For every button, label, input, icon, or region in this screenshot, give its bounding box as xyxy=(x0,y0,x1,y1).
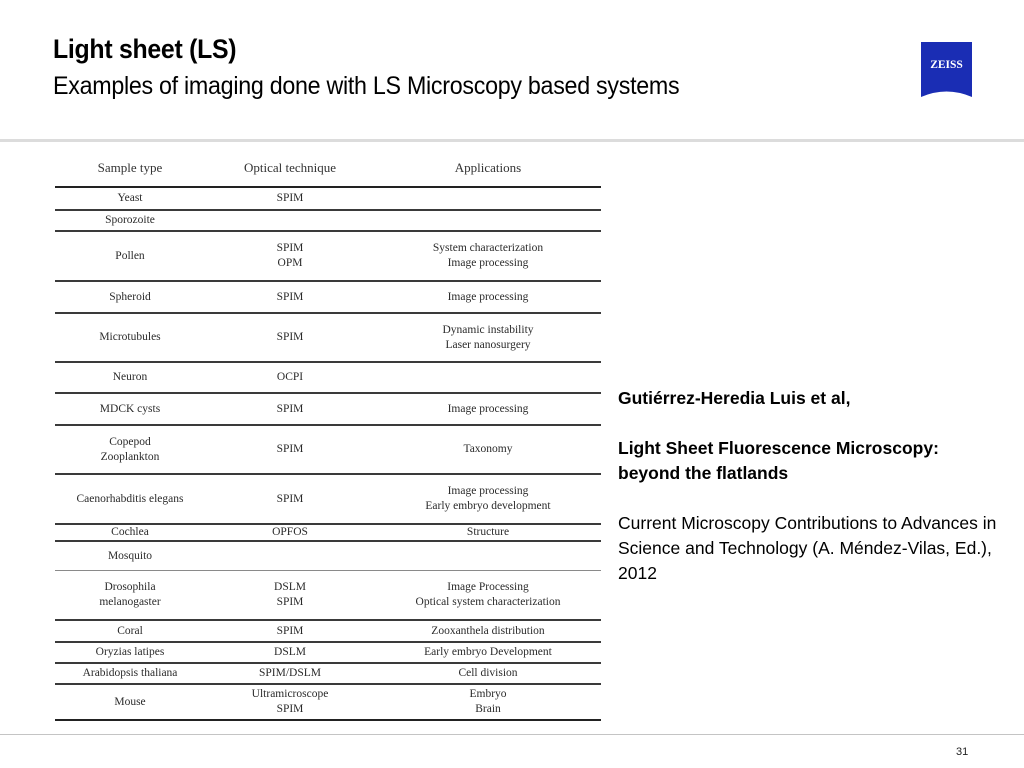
cell-sample-type xyxy=(55,666,205,681)
cell-optical-technique xyxy=(205,370,375,385)
cell-sample-type xyxy=(55,330,205,345)
cell-applications xyxy=(375,645,601,660)
cell-text: Zooxanthela distribution xyxy=(431,624,545,637)
slide-title: Light sheet (LS) xyxy=(53,34,237,64)
page-number: 31 xyxy=(956,746,969,758)
cell-optical-technique xyxy=(205,645,375,660)
cell-text: Sporozoite xyxy=(105,214,155,226)
cell-optical-technique xyxy=(205,241,375,271)
cell-text: Taxonomy xyxy=(463,443,513,455)
citation-author: Gutiérrez-Heredia Luis et al, xyxy=(618,388,851,408)
table-row xyxy=(55,211,601,232)
cell-text: Embryo xyxy=(469,688,507,700)
cell-text: SPIM xyxy=(276,492,304,505)
table-row xyxy=(55,685,601,721)
zeiss-logo-text: ZEISS xyxy=(930,59,963,71)
cell-text: Early embryo development xyxy=(425,500,551,512)
table-row xyxy=(55,363,601,394)
cell-sample-type xyxy=(55,402,205,417)
cell-sample-type xyxy=(55,249,205,264)
cell-text: Oryzias latipes xyxy=(95,646,165,658)
cell-text: Microtubules xyxy=(99,331,161,343)
cell-sample-type xyxy=(55,290,205,305)
cell-applications xyxy=(375,525,601,540)
zeiss-logo-icon xyxy=(921,42,972,97)
table-row xyxy=(55,314,601,363)
cell-sample-type xyxy=(55,624,205,639)
table-row xyxy=(55,664,601,685)
cell-text: Brain xyxy=(475,703,501,715)
cell-text: Zooplankton xyxy=(100,450,160,463)
cell-applications xyxy=(375,624,601,639)
cell-optical-technique xyxy=(205,624,375,639)
cell-text: Spheroid xyxy=(109,290,151,303)
cell-text: Caenorhabditis elegans xyxy=(76,492,184,505)
header-divider xyxy=(0,139,1024,142)
sample-table xyxy=(55,150,601,721)
table-row xyxy=(55,394,601,426)
citation-source: Current Microscopy Contributions to Advances in Science and Technology (A. Méndez-Vilas, Ed.), 2012 xyxy=(618,513,997,583)
cell-applications xyxy=(375,290,601,305)
table-row xyxy=(55,426,601,475)
cell-sample-type xyxy=(55,645,205,660)
cell-text: Cell division xyxy=(458,667,518,679)
cell-text: OPM xyxy=(277,257,303,269)
slide-subtitle: Examples of imaging done with LS Microscopy based systems xyxy=(53,72,680,100)
table-row xyxy=(55,188,601,211)
cell-text: Image processing xyxy=(447,290,529,303)
cell-text: Image processing xyxy=(447,402,529,415)
zeiss-logo xyxy=(921,42,972,97)
cell-text: SPIM xyxy=(276,703,304,715)
cell-sample-type xyxy=(55,580,205,610)
cell-text: SPIM xyxy=(276,443,304,455)
cell-optical-technique xyxy=(205,442,375,457)
header-optical-technique: Optical technique xyxy=(243,160,337,175)
cell-text: Copepod xyxy=(109,435,151,448)
footer-divider xyxy=(0,734,1024,735)
cell-text: Ultramicroscope xyxy=(251,688,329,700)
cell-text: MDCK cysts xyxy=(99,402,161,415)
cell-text: Laser nanosurgery xyxy=(445,338,531,351)
cell-optical-technique xyxy=(205,580,375,610)
cell-applications xyxy=(375,402,601,417)
cell-text: Structure xyxy=(466,526,510,538)
cell-text: Drosophila xyxy=(104,581,156,593)
cell-text: DSLM xyxy=(274,581,306,593)
cell-text: Coral xyxy=(117,624,143,637)
table-row xyxy=(55,525,601,542)
cell-applications xyxy=(375,580,601,610)
cell-applications xyxy=(375,687,601,717)
cell-text: DSLM xyxy=(274,646,306,658)
cell-text: Image processing xyxy=(447,485,529,497)
table-row xyxy=(55,475,601,525)
cell-sample-type xyxy=(55,370,205,385)
cell-text: melanogaster xyxy=(99,596,161,608)
cell-text: Early embryo Development xyxy=(424,646,552,658)
cell-text: Dynamic instability xyxy=(442,323,534,336)
table-row xyxy=(55,232,601,282)
cell-text: Yeast xyxy=(117,192,143,204)
cell-optical-technique xyxy=(205,666,375,681)
cell-text: OCPI xyxy=(276,371,304,383)
cell-applications xyxy=(375,323,601,353)
cell-applications xyxy=(375,442,601,457)
cell-text: Arabidopsis thaliana xyxy=(82,667,178,679)
cell-text: OPFOS xyxy=(272,526,308,538)
cell-text: SPIM xyxy=(276,596,304,608)
citation-block xyxy=(618,386,998,586)
table-row xyxy=(55,621,601,643)
cell-text: SPIM xyxy=(276,242,304,254)
cell-applications xyxy=(375,241,601,271)
cell-sample-type xyxy=(55,695,205,710)
header-applications: Applications xyxy=(454,160,522,175)
cell-text: Image processing xyxy=(447,257,529,269)
cell-text: SPIM xyxy=(276,402,304,415)
cell-text: Optical system characterization xyxy=(415,596,561,608)
cell-applications xyxy=(375,666,601,681)
cell-text: SPIM xyxy=(276,290,304,303)
table-row xyxy=(55,542,601,571)
cell-text: SPIM xyxy=(276,192,304,204)
table-header xyxy=(55,150,601,188)
cell-sample-type xyxy=(55,492,205,507)
cell-sample-type xyxy=(55,213,205,228)
cell-text: Pollen xyxy=(115,249,145,262)
cell-optical-technique xyxy=(205,290,375,305)
cell-text: System characterization xyxy=(432,242,544,254)
cell-sample-type xyxy=(55,435,205,465)
table-row xyxy=(55,282,601,314)
cell-text: Image Processing xyxy=(447,581,529,593)
cell-optical-technique xyxy=(205,191,375,206)
cell-sample-type xyxy=(55,191,205,206)
cell-optical-technique xyxy=(205,330,375,345)
cell-applications xyxy=(375,484,601,514)
citation-title: Light Sheet Fluorescence Microscopy: beyond the flatlands xyxy=(618,438,939,483)
table-row xyxy=(55,643,601,664)
cell-text: Mouse xyxy=(114,695,146,708)
cell-text: SPIM xyxy=(276,624,304,637)
cell-optical-technique xyxy=(205,492,375,507)
cell-text: SPIM/DSLM xyxy=(259,667,321,679)
cell-optical-technique xyxy=(205,402,375,417)
cell-text: SPIM xyxy=(276,331,304,343)
cell-text: Neuron xyxy=(112,371,148,383)
cell-text: Cochlea xyxy=(111,526,149,538)
table-body xyxy=(55,188,601,721)
table-row xyxy=(55,571,601,621)
cell-optical-technique xyxy=(205,687,375,717)
cell-optical-technique xyxy=(205,525,375,540)
cell-sample-type xyxy=(55,549,205,564)
cell-sample-type xyxy=(55,525,205,540)
cell-text: Mosquito xyxy=(107,549,153,562)
header-sample-type: Sample type xyxy=(97,160,163,175)
